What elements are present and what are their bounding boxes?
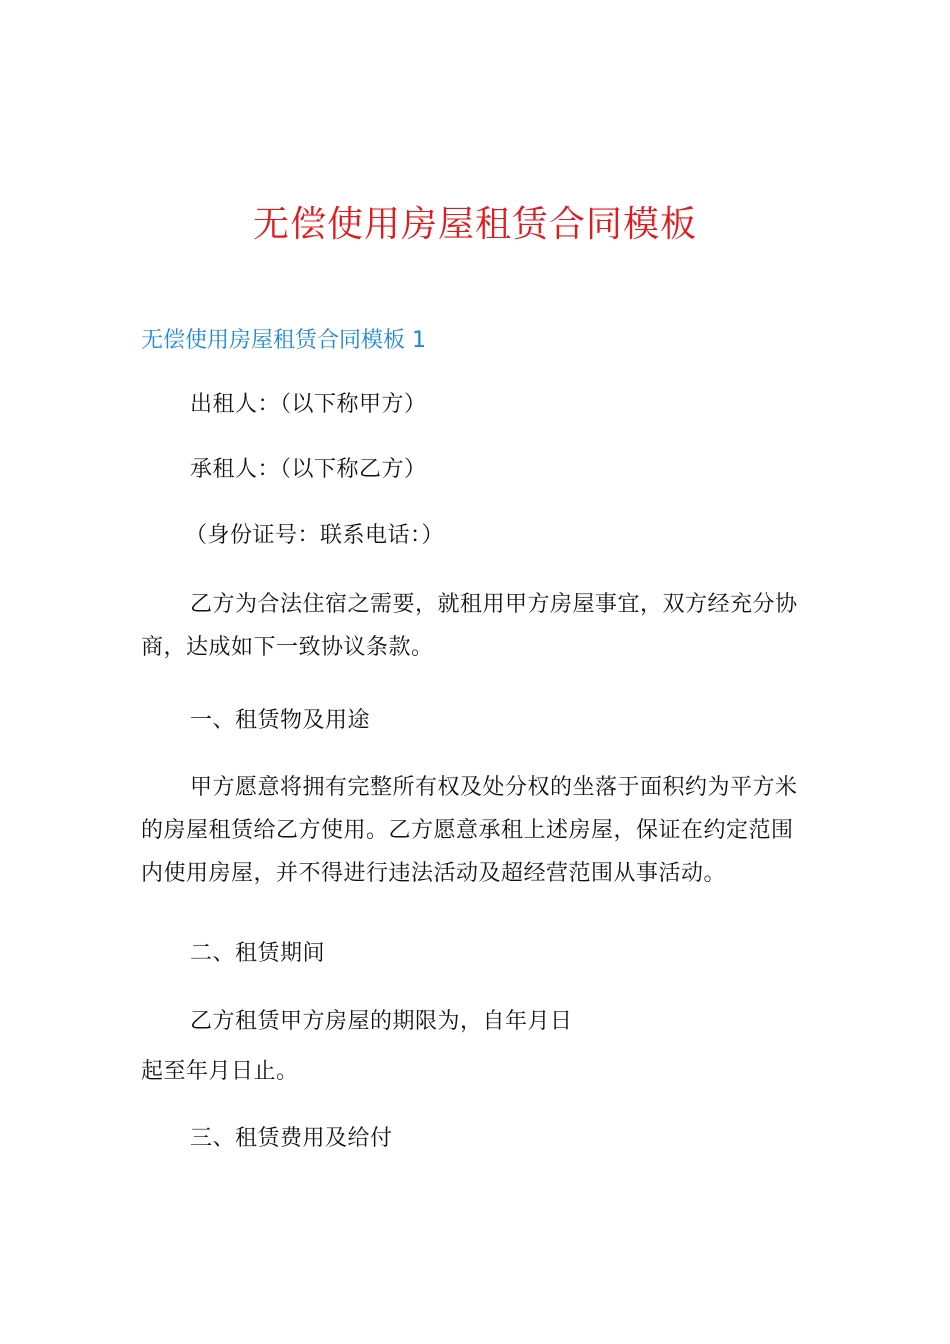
document-title: 无偿使用房屋租赁合同模板 (252, 204, 697, 245)
id-info-line: （身份证号：联系电话：） (185, 523, 445, 548)
section-heading: 无偿使用房屋租赁合同模板 1 (141, 328, 426, 353)
lessor-line: 出租人：（以下称甲方） (190, 392, 427, 417)
clause1-title: 一、租赁物及用途 (190, 708, 371, 733)
clause1-body: 甲方愿意将拥有完整所有权及处分权的坐落于面积约为平方米的房屋租赁给乙方使用。乙方愿意承租上述房屋，保证在约定范围内使用房屋，并不得进行违法活动及超经营范围从事活动。 (141, 775, 798, 886)
intro-paragraph: 乙方为合法住宿之需要，就租用甲方房屋事宜，双方经充分协商，达成如下一致协议条款。 (141, 592, 798, 660)
clause2-title: 二、租赁期间 (190, 941, 326, 966)
clause2-body-line1: 乙方租赁甲方房屋的期限为，自年月日 (190, 1009, 573, 1034)
clause2-body-line2: 起至年月日止。 (141, 1059, 299, 1084)
clause3-title: 三、租赁费用及给付 (190, 1126, 393, 1151)
lessee-line: 承租人：（以下称乙方） (190, 457, 427, 482)
